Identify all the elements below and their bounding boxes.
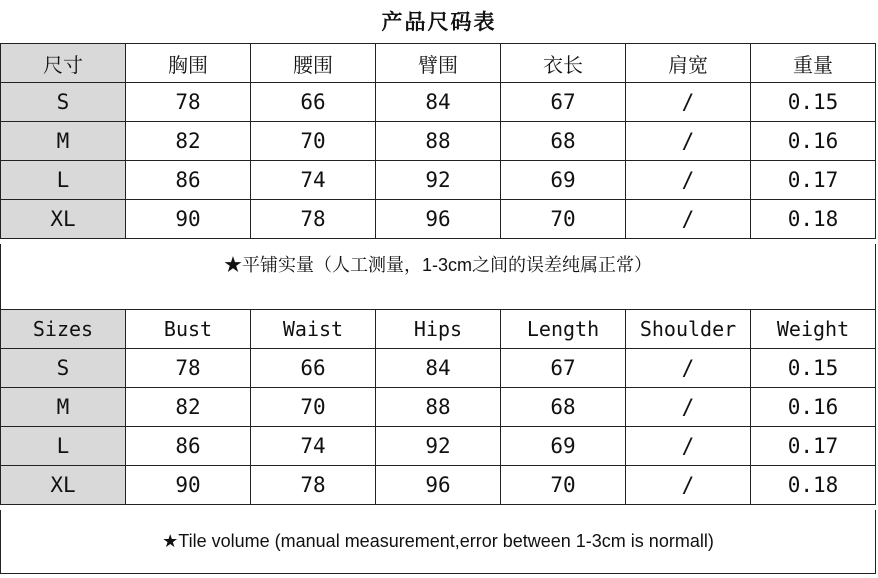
cn-value-cell: / [626,200,751,239]
cn-value-cell: 0.16 [751,122,876,161]
en-value-cell: / [626,466,751,505]
en-value-cell: 70 [501,466,626,505]
cn-header-cell: 臂围 [376,44,501,83]
en-row [1,466,876,505]
en-value-cell: 88 [376,388,501,427]
en-header-cell: Shoulder [626,310,751,349]
cn-row [1,83,876,122]
en-value-cell: 69 [501,427,626,466]
en-value-cell: 86 [126,427,251,466]
measurement-note-english: ★Tile volume (manual measurement,error between 1-3cm is normall) [0,510,876,574]
table-gap [0,284,876,309]
cn-value-cell: 90 [126,200,251,239]
size-chart-english-body [1,310,876,505]
cn-row [1,200,876,239]
cn-header-cell: 尺寸 [1,44,126,83]
en-value-cell: 70 [251,388,376,427]
cn-value-cell: 74 [251,161,376,200]
cn-value-cell: 70 [251,122,376,161]
cn-header-cell: 重量 [751,44,876,83]
cn-value-cell: / [626,122,751,161]
en-value-cell: 82 [126,388,251,427]
en-value-cell: 67 [501,349,626,388]
en-value-cell: 74 [251,427,376,466]
en-value-cell: 0.15 [751,349,876,388]
en-row [1,349,876,388]
size-chart-chinese-body [1,44,876,239]
cn-value-cell: 78 [251,200,376,239]
cn-value-cell: 86 [126,161,251,200]
cn-value-cell: 0.17 [751,161,876,200]
cn-value-cell: / [626,83,751,122]
cn-value-cell: 78 [126,83,251,122]
cn-size-cell: L [1,161,126,200]
cn-row [1,122,876,161]
en-value-cell: 0.16 [751,388,876,427]
size-chart-chinese [0,43,876,239]
en-value-cell: 66 [251,349,376,388]
en-value-cell: / [626,388,751,427]
cn-size-cell: XL [1,200,126,239]
cn-value-cell: 68 [501,122,626,161]
en-header-cell: Waist [251,310,376,349]
en-value-cell: 92 [376,427,501,466]
cn-value-cell: 82 [126,122,251,161]
page-title: 产品尺码表 [381,10,497,34]
cn-size-cell: M [1,122,126,161]
en-value-cell: 90 [126,466,251,505]
en-row [1,388,876,427]
en-header-cell: Hips [376,310,501,349]
en-value-cell: 0.17 [751,427,876,466]
cn-value-cell: 96 [376,200,501,239]
en-value-cell: 84 [376,349,501,388]
cn-value-cell: 84 [376,83,501,122]
en-value-cell: 78 [126,349,251,388]
cn-value-cell: 67 [501,83,626,122]
en-size-cell: XL [1,466,126,505]
cn-value-cell: / [626,161,751,200]
measurement-note-chinese: ★平铺实量（人工测量，1-3cm之间的误差纯属正常） [0,244,876,284]
en-header-cell: Bust [126,310,251,349]
en-header-cell: Sizes [1,310,126,349]
cn-header-cell: 胸围 [126,44,251,83]
cn-value-cell: 0.15 [751,83,876,122]
en-header-cell: Weight [751,310,876,349]
en-size-cell: S [1,349,126,388]
en-value-cell: 78 [251,466,376,505]
cn-header-cell: 衣长 [501,44,626,83]
en-value-cell: 96 [376,466,501,505]
cn-header-cell: 腰围 [251,44,376,83]
cn-header-row [1,44,876,83]
en-header-cell: Length [501,310,626,349]
cn-value-cell: 66 [251,83,376,122]
cn-size-cell: S [1,83,126,122]
en-size-cell: L [1,427,126,466]
size-chart-english [0,309,876,505]
en-row [1,427,876,466]
cn-value-cell: 88 [376,122,501,161]
en-value-cell: 0.18 [751,466,876,505]
cn-header-cell: 肩宽 [626,44,751,83]
en-size-cell: M [1,388,126,427]
en-value-cell: / [626,427,751,466]
en-value-cell: / [626,349,751,388]
cn-row [1,161,876,200]
en-value-cell: 68 [501,388,626,427]
cn-value-cell: 92 [376,161,501,200]
cn-value-cell: 69 [501,161,626,200]
cn-value-cell: 70 [501,200,626,239]
en-header-row [1,310,876,349]
cn-value-cell: 0.18 [751,200,876,239]
